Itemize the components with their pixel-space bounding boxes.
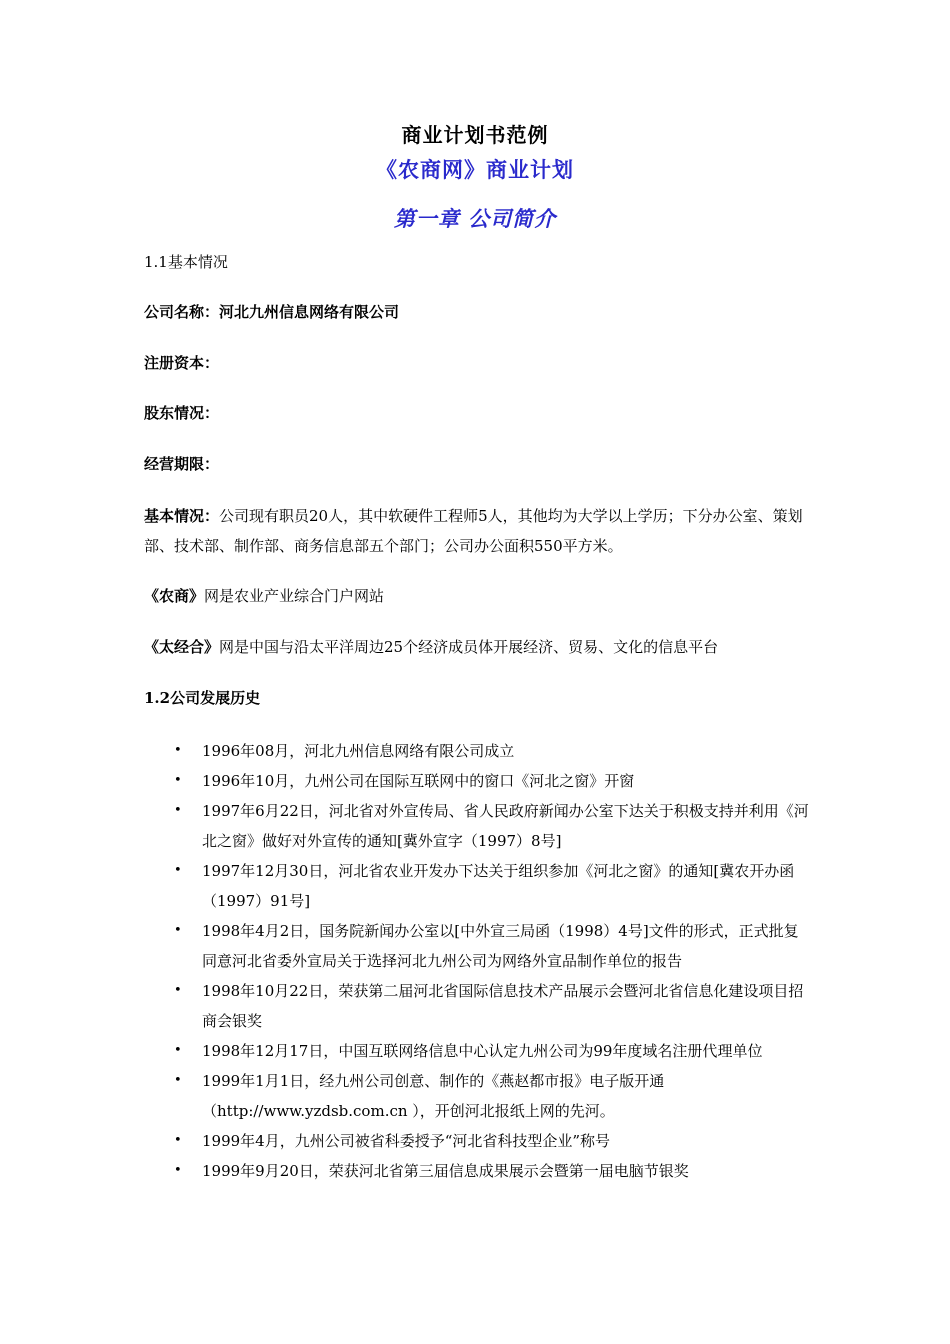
basic-info-text: 公司现有职员20人，其中软硬件工程师5人，其他均为大学以上学历；下分办公室、策划部、技术部、制作部、商务信息部五个部门；公司办公面积550平方米。 bbox=[144, 507, 803, 555]
shareholders-line bbox=[144, 398, 809, 428]
bullet-icon: • bbox=[174, 743, 182, 758]
nongshang-line bbox=[144, 581, 809, 611]
bullet-icon: • bbox=[174, 1043, 182, 1058]
chapter-heading: 第一章 公司简介 bbox=[393, 206, 557, 231]
section-heading-basic-text: 1.1基本情况 bbox=[144, 253, 228, 271]
bullet-icon: • bbox=[174, 983, 182, 998]
history-list bbox=[144, 736, 809, 1186]
list-item bbox=[144, 916, 809, 976]
section-heading-history bbox=[144, 683, 809, 713]
section-heading-basic bbox=[144, 247, 809, 277]
list-item-text: 1996年10月，九州公司在国际互联网中的窗口《河北之窗》开窗 bbox=[202, 772, 635, 790]
business-term-line bbox=[144, 449, 809, 479]
taijinghe-description: 网是中国与沿太平洋周边25个经济成员体开展经济、贸易、文化的信息平台 bbox=[219, 638, 719, 656]
list-item-text: 1996年08月，河北九州信息网络有限公司成立 bbox=[202, 742, 515, 760]
list-item bbox=[144, 736, 809, 766]
document-title: 商业计划书范例 bbox=[401, 123, 549, 147]
basic-info-paragraph bbox=[144, 501, 809, 561]
list-item bbox=[144, 1156, 809, 1186]
bullet-icon: • bbox=[174, 1073, 182, 1088]
list-item bbox=[144, 856, 809, 916]
bullet-icon: • bbox=[174, 1163, 182, 1178]
nongshang-name: 《农商》 bbox=[144, 587, 205, 605]
taijinghe-name: 《太经合》 bbox=[144, 638, 220, 656]
company-name-label: 公司名称： bbox=[144, 303, 220, 321]
list-item-text: 1999年1月1日，经九州公司创意、制作的《燕赵都市报》电子版开通（http://www.yzdsb.com.cn ），开创河北报纸上网的先河。 bbox=[202, 1072, 665, 1120]
nongshang-description: 网是农业产业综合门户网站 bbox=[204, 587, 385, 605]
bullet-icon: • bbox=[174, 863, 182, 878]
bullet-icon: • bbox=[174, 803, 182, 818]
list-item-text: 1999年9月20日，荣获河北省第三届信息成果展示会暨第一届电脑节银奖 bbox=[202, 1162, 689, 1180]
registered-capital-label: 注册资本： bbox=[144, 354, 220, 372]
business-term-label: 经营期限： bbox=[144, 455, 220, 473]
list-item-text: 1998年10月22日，荣获第二届河北省国际信息技术产品展示会暨河北省信息化建设项目招商会银奖 bbox=[202, 982, 804, 1030]
list-item-text: 1997年12月30日，河北省农业开发办下达关于组织参加《河北之窗》的通知[冀农开办函（1997）91号] bbox=[202, 862, 795, 910]
plan-subtitle: 《农商网》商业计划 bbox=[376, 157, 574, 182]
list-item-text: 1998年12月17日，中国互联网络信息中心认定九州公司为99年度域名注册代理单位 bbox=[202, 1042, 763, 1060]
list-item bbox=[144, 1066, 809, 1126]
list-item bbox=[144, 1036, 809, 1066]
registered-capital-line bbox=[144, 348, 809, 378]
basic-info-label: 基本情况： bbox=[144, 507, 220, 525]
list-item bbox=[144, 1126, 809, 1156]
list-item bbox=[144, 976, 809, 1036]
company-name-value: 河北九州信息网络有限公司 bbox=[219, 303, 400, 321]
list-item bbox=[144, 766, 809, 796]
section-heading-history-text: 1.2公司发展历史 bbox=[144, 689, 261, 707]
list-item-text: 1997年6月22日，河北省对外宣传局、省人民政府新闻办公室下达关于积极支持并利用《河北之窗》做好对外宣传的通知[冀外宣字（1997）8号] bbox=[202, 802, 809, 850]
list-item bbox=[144, 796, 809, 856]
company-name-line bbox=[144, 297, 809, 327]
list-item-text: 1999年4月，九州公司被省科委授予“河北省科技型企业”称号 bbox=[202, 1132, 611, 1150]
bullet-icon: • bbox=[174, 773, 182, 788]
shareholders-label: 股东情况： bbox=[144, 404, 220, 422]
taijinghe-line bbox=[144, 632, 809, 662]
bullet-icon: • bbox=[174, 923, 182, 938]
list-item-text: 1998年4月2日，国务院新闻办公室以[中外宣三局函（1998）4号]文件的形式，正式批复同意河北省委外宣局关于选择河北九州公司为网络外宣品制作单位的报告 bbox=[202, 922, 799, 970]
bullet-icon: • bbox=[174, 1133, 182, 1148]
